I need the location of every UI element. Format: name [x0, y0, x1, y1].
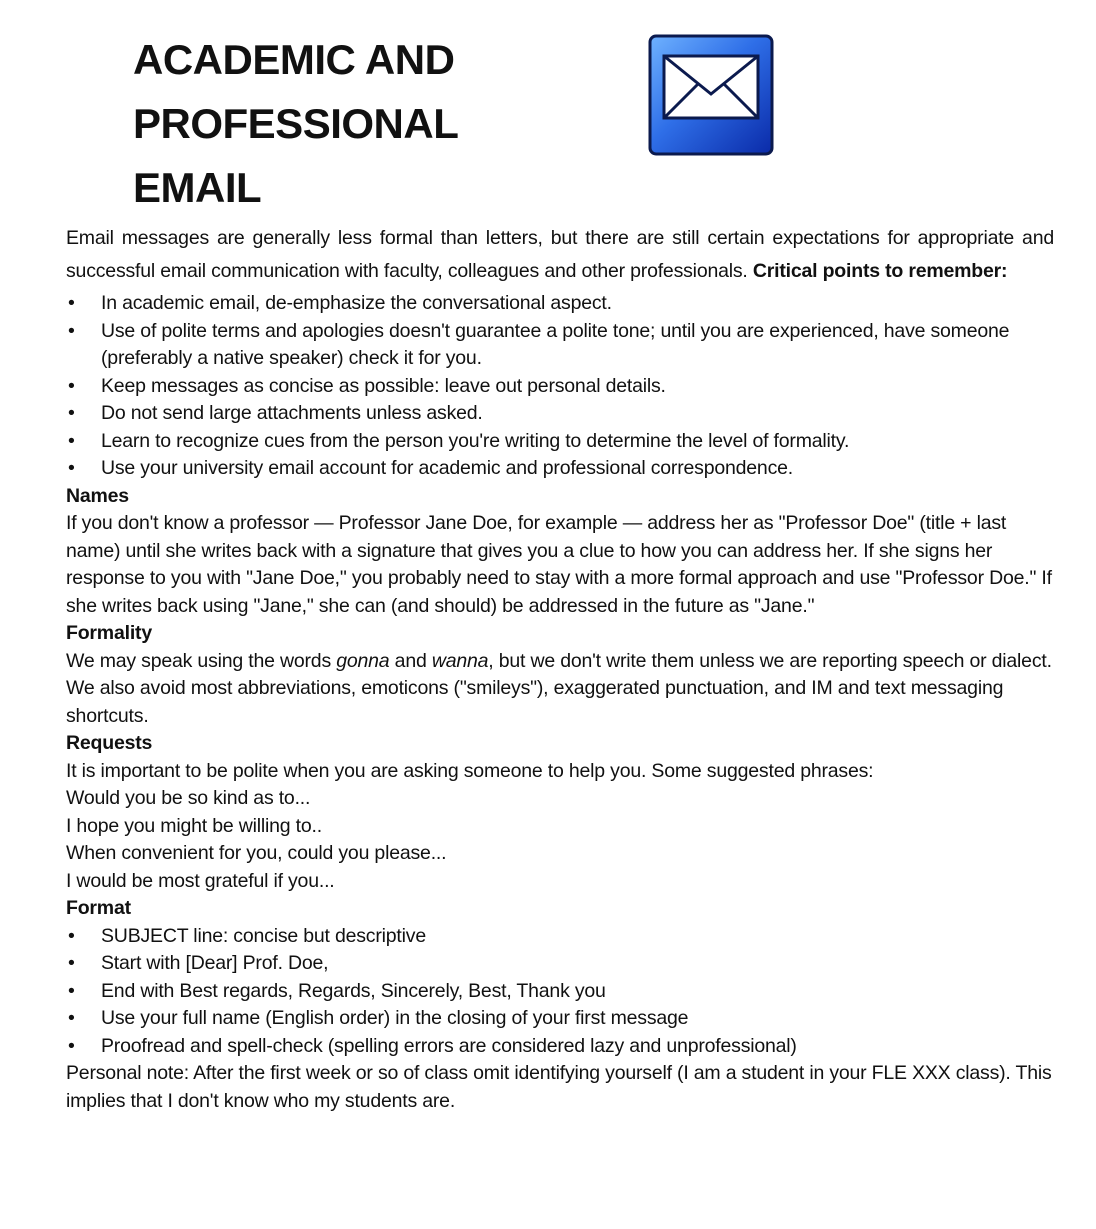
request-phrase: When convenient for you, could you please... — [66, 842, 447, 864]
formality-paragraph — [66, 648, 1054, 731]
list-item: • Keep messages as concise as possible: leave out personal details. — [66, 373, 1054, 401]
critical-points-label: Critical points to remember: — [752, 260, 1008, 282]
request-phrase: Would you be so kind as to... — [66, 787, 311, 809]
formality-text: , but we don't write them unless we are reporting speech or dialect. We also avoid most abbreviations, emoticons ("smileys"), exaggerated punctuation, and IM and text messaging shortcuts. — [66, 649, 1052, 727]
page-title — [133, 28, 458, 220]
personal-note: Personal note: After the first week or so of class omit identifying yourself (I am a student in your FLE XXX class). This implies that I don't know who my students are. — [66, 1062, 1052, 1112]
intro-paragraph — [66, 222, 1054, 288]
critical-points-list — [66, 290, 1054, 483]
request-phrase: I hope you might be willing to.. — [66, 814, 322, 837]
list-item: • Use your university email account for academic and professional correspondence. — [66, 455, 1054, 483]
title-line: EMAIL — [133, 164, 262, 211]
title-line: ACADEMIC AND — [133, 36, 455, 83]
formality-text: and — [389, 649, 432, 672]
list-item: • Start with [Dear] Prof. Doe, — [66, 950, 1054, 978]
list-item: • Use your full name (English order) in the closing of your first message — [66, 1005, 1054, 1033]
request-phrase: I would be most grateful if you... — [66, 869, 335, 892]
envelope-icon — [648, 34, 774, 156]
format-list — [66, 923, 1054, 1061]
list-item: • Use of polite terms and apologies doesn't guarantee a polite tone; until you are experienced, have someone (preferably a native speaker) check it for you. — [66, 318, 1054, 373]
section-heading-format: Format — [66, 897, 131, 919]
section-heading-formality: Formality — [66, 622, 152, 644]
document-body — [66, 222, 1054, 1115]
section-heading-names: Names — [66, 484, 129, 507]
list-item: • Do not send large attachments unless asked. — [66, 400, 1054, 428]
section-heading-requests: Requests — [66, 732, 153, 754]
formality-word: wanna — [431, 649, 489, 672]
list-item: • End with Best regards, Regards, Sincerely, Best, Thank you — [66, 978, 1054, 1006]
list-item: • Learn to recognize cues from the person you're writing to determine the level of formality. — [66, 428, 1054, 456]
formality-word: gonna — [336, 649, 390, 672]
title-line: PROFESSIONAL — [133, 100, 459, 147]
list-item: • SUBJECT line: concise but descriptive — [66, 923, 1054, 951]
requests-intro: It is important to be polite when you are asking someone to help you. Some suggested phrases: — [66, 759, 874, 782]
names-paragraph: If you don't know a professor — Professor Jane Doe, for example — address her as "Professor Doe" (title + last name) until she writes back with a signature that gives you a clue to how you can address her. If she signs her response to you with "Jane Doe," you probably need to stay with a more formal approach and use "Professor Doe." If she writes back using "Jane," she can (and should) be addressed in the future as "Jane." — [66, 512, 1052, 617]
intro-text: Email messages are generally less formal than letters, but there are still certain expectations for appropriate and successful email communication with faculty, colleagues and other professionals. — [66, 227, 1054, 282]
list-item: • Proofread and spell-check (spelling errors are considered lazy and unprofessional) — [66, 1033, 1054, 1061]
formality-text: We may speak using the words — [66, 649, 337, 672]
list-item: • In academic email, de-emphasize the conversational aspect. — [66, 290, 1054, 318]
